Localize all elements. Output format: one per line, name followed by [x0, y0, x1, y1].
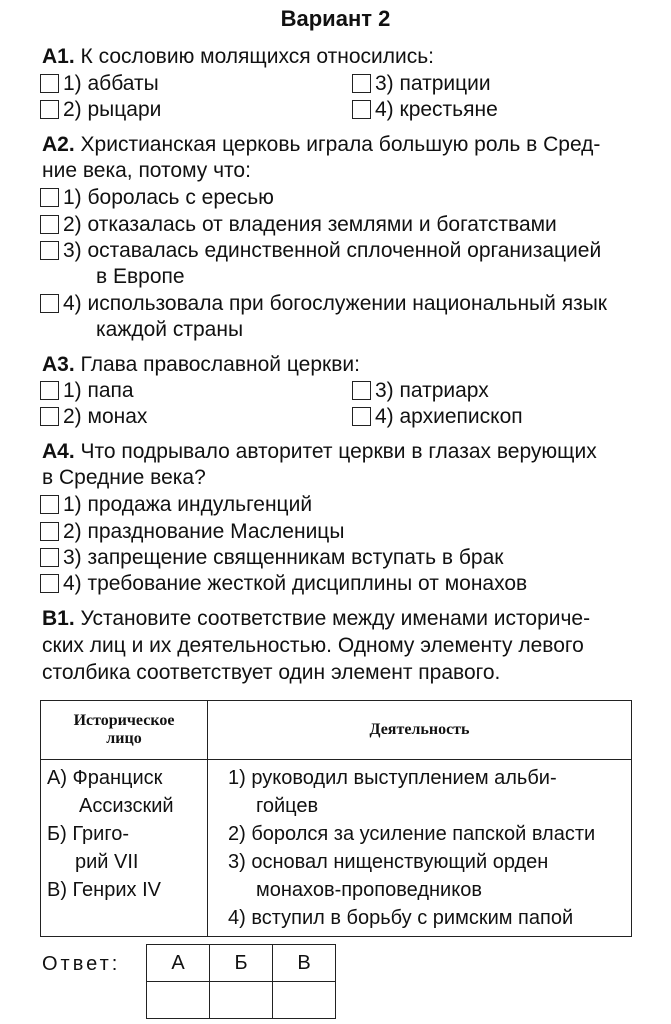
- answer-input-b[interactable]: [210, 982, 273, 1019]
- question-number: А4.: [42, 440, 75, 463]
- a4-option-4[interactable]: 4) требование жесткой дисциплины от монахов: [40, 571, 527, 597]
- a3-option-3[interactable]: 3) патриарх: [352, 378, 489, 404]
- person-a: А) Франциск: [47, 767, 163, 789]
- checkbox[interactable]: [40, 381, 59, 400]
- header-activity: Деятельность: [208, 701, 632, 760]
- a3-option-4[interactable]: 4) архиепископ: [352, 404, 523, 430]
- answer-header-a: А: [147, 945, 210, 982]
- activity-1-cont: гойцев: [256, 795, 319, 817]
- answer-label: Ответ:: [42, 953, 121, 975]
- answer-input-c[interactable]: [273, 982, 336, 1019]
- persons-cell: [41, 760, 208, 937]
- person-a-cont: Ассизский: [79, 795, 174, 817]
- checkbox[interactable]: [352, 381, 371, 400]
- question-number: А2.: [42, 133, 75, 156]
- answer-header-b: Б: [210, 945, 273, 982]
- checkbox[interactable]: [40, 241, 59, 260]
- question-b1: [42, 606, 642, 632]
- checkbox[interactable]: [40, 495, 59, 514]
- question-a4: [42, 439, 642, 465]
- question-a3: [42, 352, 642, 378]
- checkbox[interactable]: [40, 407, 59, 426]
- person-b: Б) Григо-: [47, 823, 129, 845]
- a3-option-1[interactable]: 1) папа: [40, 378, 134, 404]
- question-number: В1.: [42, 607, 75, 630]
- person-b-cont: рий VII: [75, 851, 139, 873]
- checkbox[interactable]: [352, 100, 371, 119]
- answer-input-a[interactable]: [147, 982, 210, 1019]
- checkbox[interactable]: [40, 522, 59, 541]
- a2-option-3[interactable]: 3) оставалась единственной сплоченной организацией: [40, 238, 601, 264]
- question-text: Глава православной церкви:: [80, 353, 360, 376]
- a2-option-1[interactable]: 1) боролась с ересью: [40, 185, 274, 211]
- checkbox[interactable]: [40, 548, 59, 567]
- activities-cell: [208, 760, 632, 937]
- answer-table: [146, 944, 336, 1019]
- activity-3-cont: монахов-проповедников: [256, 879, 482, 901]
- page-title: Вариант 2: [280, 6, 391, 31]
- activity-1: 1) руководил выступлением альби-: [228, 767, 557, 789]
- question-b1-line3: столбика соответствует один элемент правого.: [42, 661, 501, 684]
- question-text-line1: Установите соответствие между именами историче-: [80, 607, 591, 630]
- checkbox[interactable]: [352, 74, 371, 93]
- a1-option-1[interactable]: 1) аббаты: [40, 71, 159, 97]
- a4-option-2[interactable]: 2) празднование Масленицы: [40, 519, 344, 545]
- checkbox[interactable]: [40, 188, 59, 207]
- checkbox[interactable]: [40, 100, 59, 119]
- question-number: А1.: [42, 45, 75, 68]
- question-b1-line2: ских лиц и их деятельностью. Одному элементу левого: [42, 634, 584, 657]
- checkbox[interactable]: [40, 294, 59, 313]
- activity-3: 3) основал нищенствующий орден: [228, 851, 549, 873]
- a1-option-4[interactable]: 4) крестьяне: [352, 97, 498, 123]
- a1-option-2[interactable]: 2) рыцари: [40, 97, 161, 123]
- question-a1: [42, 44, 642, 70]
- matching-table: [40, 700, 632, 937]
- question-text-line1: Что подрывало авторитет церкви в глазах верующих: [80, 440, 597, 463]
- question-text-line1: Христианская церковь играла большую роль в Сред-: [80, 133, 601, 156]
- checkbox[interactable]: [40, 74, 59, 93]
- a1-option-3[interactable]: 3) патриции: [352, 71, 491, 97]
- a2-option-4[interactable]: 4) использовала при богослужении национальный язык: [40, 291, 607, 317]
- question-a2: [42, 132, 642, 158]
- checkbox[interactable]: [40, 574, 59, 593]
- person-c: В) Генрих IV: [47, 879, 161, 901]
- question-number: А3.: [42, 353, 75, 376]
- a3-option-2[interactable]: 2) монах: [40, 404, 147, 430]
- checkbox[interactable]: [40, 215, 59, 234]
- answer-header-c: В: [273, 945, 336, 982]
- a2-option-4-cont: каждой страны: [96, 318, 244, 341]
- question-a2-line2: ние века, потому что:: [42, 159, 251, 182]
- a2-option-2[interactable]: 2) отказалась от владения землями и богатствами: [40, 212, 557, 238]
- question-a4-line2: в Средние века?: [42, 466, 206, 489]
- activity-4: 4) вступил в борьбу с римским папой: [228, 907, 574, 929]
- checkbox[interactable]: [352, 407, 371, 426]
- a4-option-3[interactable]: 3) запрещение священникам вступать в брак: [40, 545, 503, 571]
- question-text: К сословию молящихся относились:: [80, 45, 435, 68]
- header-historical-person: Историческое лицо: [41, 701, 208, 760]
- a4-option-1[interactable]: 1) продажа индульгенций: [40, 492, 312, 518]
- activity-2: 2) боролся за усиление папской власти: [228, 823, 596, 845]
- a2-option-3-cont: в Европе: [96, 265, 185, 288]
